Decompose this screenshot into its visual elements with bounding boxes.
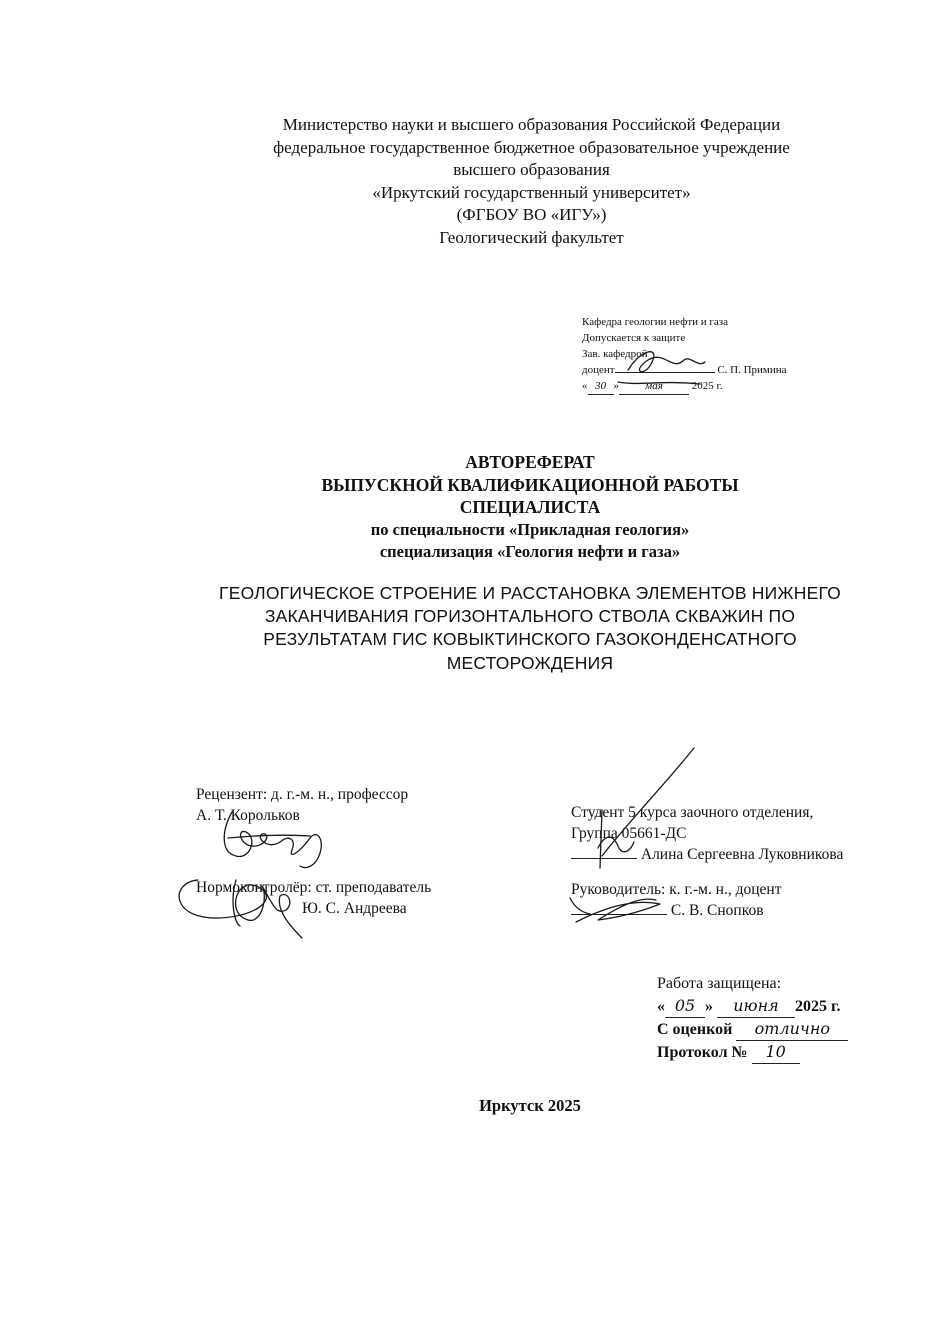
defense-date: « 05 » июня 2025 г. [657,995,917,1018]
reviewer-block [196,784,496,826]
head-name: С. П. Примина [717,364,787,376]
approval-year: 2025 г. [691,380,723,392]
header-block [100,114,943,250]
defense-grade: С оценкой отлично [657,1018,917,1041]
defense-day: 05 [665,995,705,1018]
topic-line-3: РЕЗУЛЬТАТАМ ГИС КОВЫКТИНСКОГО ГАЗОКОНДЕНСАТНОГО [263,629,797,650]
student-group: Группа 05661-ДС [571,825,687,842]
doc-type-2: ВЫПУСКНОЙ КВАЛИФИКАЦИОННОЙ РАБОТЫ [321,474,739,495]
student-name: Алина Сергеевна Луковникова [640,846,844,863]
student-signature-line [571,844,901,865]
advisor-role: Руководитель: к. г.-м. н., доцент [571,881,782,898]
defense-label: Работа защищена: [657,975,782,992]
university-abbr: (ФГБОУ ВО «ИГУ») [456,205,607,225]
institution-type-2: высшего образования [453,160,610,180]
advisor-name: С. В. Снопков [670,902,764,919]
thesis-topic [110,582,943,675]
defense-protocol-number: 10 [752,1041,800,1064]
head-label: Зав. кафедрой [582,348,648,360]
specialty: по специальности «Прикладная геология» [370,519,690,539]
doc-type-3: СПЕЦИАЛИСТА [459,497,601,518]
topic-line-2: ЗАКАНЧИВАНИЯ ГОРИЗОНТАЛЬНОГО СТВОЛА СКВАЖИН ПО [264,606,796,627]
approval-month: мая [619,378,689,395]
defense-month: июня [717,995,795,1018]
institution-type-1: федеральное государственное бюджетное образовательное учреждение [273,137,790,157]
admitted-label: Допускается к защите [582,332,686,344]
normocontrol-block [196,877,496,919]
normocontrol-name: Ю. С. Андреева [302,900,407,917]
specialization: специализация «Геология нефти и газа» [379,542,681,562]
faculty-name: Геологический факультет [439,227,624,247]
student-block [571,802,901,865]
topic-line-1: ГЕОЛОГИЧЕСКОЕ СТРОЕНИЕ И РАССТАНОВКА ЭЛЕМЕНТОВ НИЖНЕГО [219,583,841,603]
topic-line-4: МЕСТОРОЖДЕНИЯ [446,652,614,673]
doc-type: АВТОРЕФЕРАТ [465,452,595,472]
student-role: Студент 5 курса заочного отделения, [571,804,814,821]
reviewer-role: Рецензент: д. г.-м. н., профессор [196,786,409,803]
footer-city-year: Иркутск 2025 [479,1096,581,1115]
normocontrol-role: Нормоконтролёр: ст. преподаватель [196,879,432,896]
title-block [110,451,943,564]
defense-year: 2025 г. [795,998,841,1015]
approval-block [582,314,822,395]
approval-day: 30 [588,378,614,395]
university-name: «Иркутский государственный университет» [372,182,691,202]
approval-date: « 30 » мая 2025 г. [582,378,822,395]
defense-grade-value: отлично [736,1018,848,1041]
defense-block [657,973,917,1064]
head-position: доцент [582,364,615,376]
reviewer-name: А. Т. Корольков [196,807,300,824]
defense-protocol: Протокол № 10 [657,1041,917,1064]
department-name: Кафедра геологии нефти и газа [582,316,729,328]
head-signature-line [582,362,822,378]
ministry-name: Министерство науки и высшего образования Российской Федерации [282,115,781,134]
advisor-signature-line [571,900,901,921]
advisor-block [571,879,901,921]
